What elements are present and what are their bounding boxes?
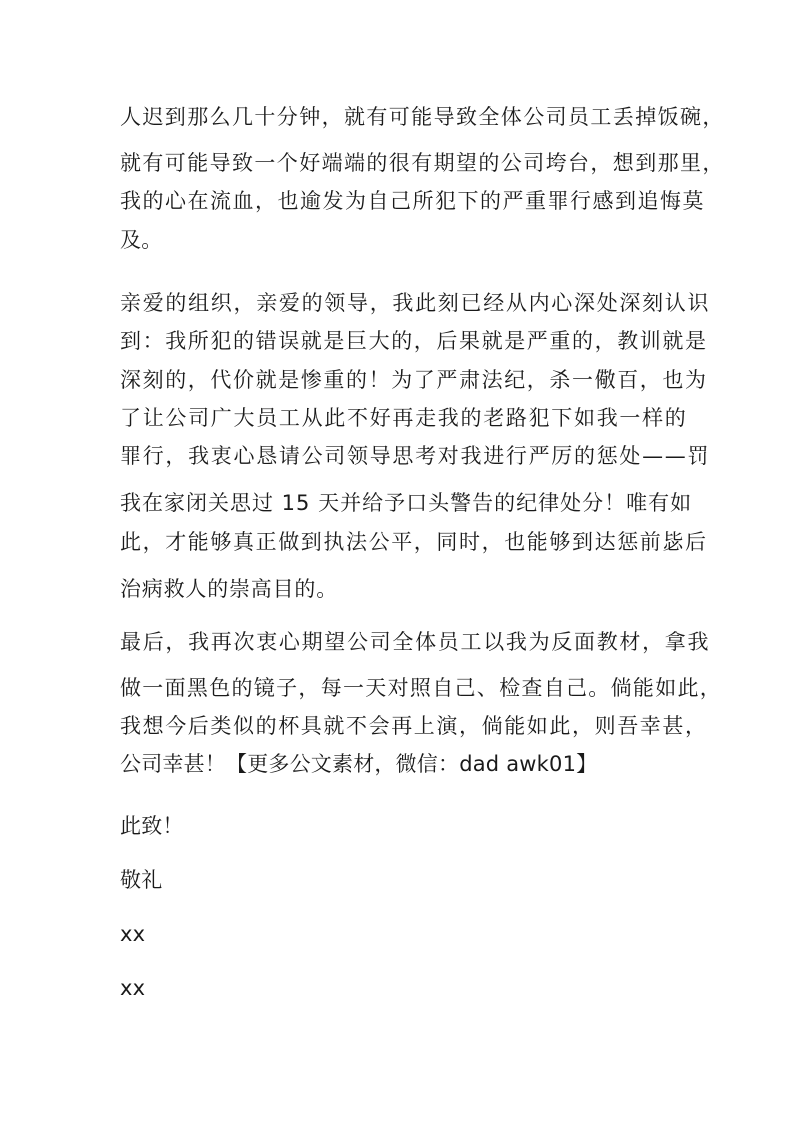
closing-regards: 敬礼 <box>120 868 163 892</box>
signature-name: xx <box>120 922 146 946</box>
body-text-line: 公司幸甚！【更多公文素材，微信：dad awk01】 <box>120 752 598 776</box>
body-text-line: 就有可能导致一个好端端的很有期望的公司垮台，想到那里， <box>120 151 725 175</box>
body-text-line: 罪行，我衷心恳请公司领导思考对我进行严厉的惩处——罚 <box>120 444 711 468</box>
body-text-line: 我想今后类似的杯具就不会再上演，倘能如此，则吾幸甚， <box>120 714 708 738</box>
body-text-line: 了让公司广大员工从此不好再走我的老路犯下如我一样的 <box>120 406 688 430</box>
body-text-line: 深刻的，代价就是惨重的！为了严肃法纪，杀一儆百，也为 <box>120 368 708 392</box>
signature-date: xx <box>120 976 146 1000</box>
body-text-line: 亲爱的组织，亲爱的领导，我此刻已经从内心深处深刻认识 <box>120 291 711 315</box>
body-text-line: 此，才能够真正做到执法公平，同时，也能够到达惩前毖后 <box>120 530 708 554</box>
closing-salutation: 此致！ <box>120 814 184 838</box>
body-text-line: 治病救人的崇高目的。 <box>120 577 338 601</box>
body-text-line: 做一面黑色的镜子，每一天对照自己、检查自己。倘能如此， <box>120 676 723 700</box>
body-text-line: 到：我所犯的错误就是巨大的，后果就是严重的，教训就是 <box>120 329 708 353</box>
body-text-line: 及。 <box>120 228 163 252</box>
body-text-line: 最后，我再次衷心期望公司全体员工以我为反面教材，拿我 <box>120 630 711 654</box>
body-text-line: 人迟到那么几十分钟，就有可能导致全体公司员工丢掉饭碗， <box>120 105 725 129</box>
body-text-line: 我的心在流血，也逾发为自己所犯下的严重罪行感到追悔莫 <box>120 189 705 213</box>
body-text-line: 我在家闭关思过 15 天并给予口头警告的纪律处分！唯有如 <box>120 491 693 515</box>
